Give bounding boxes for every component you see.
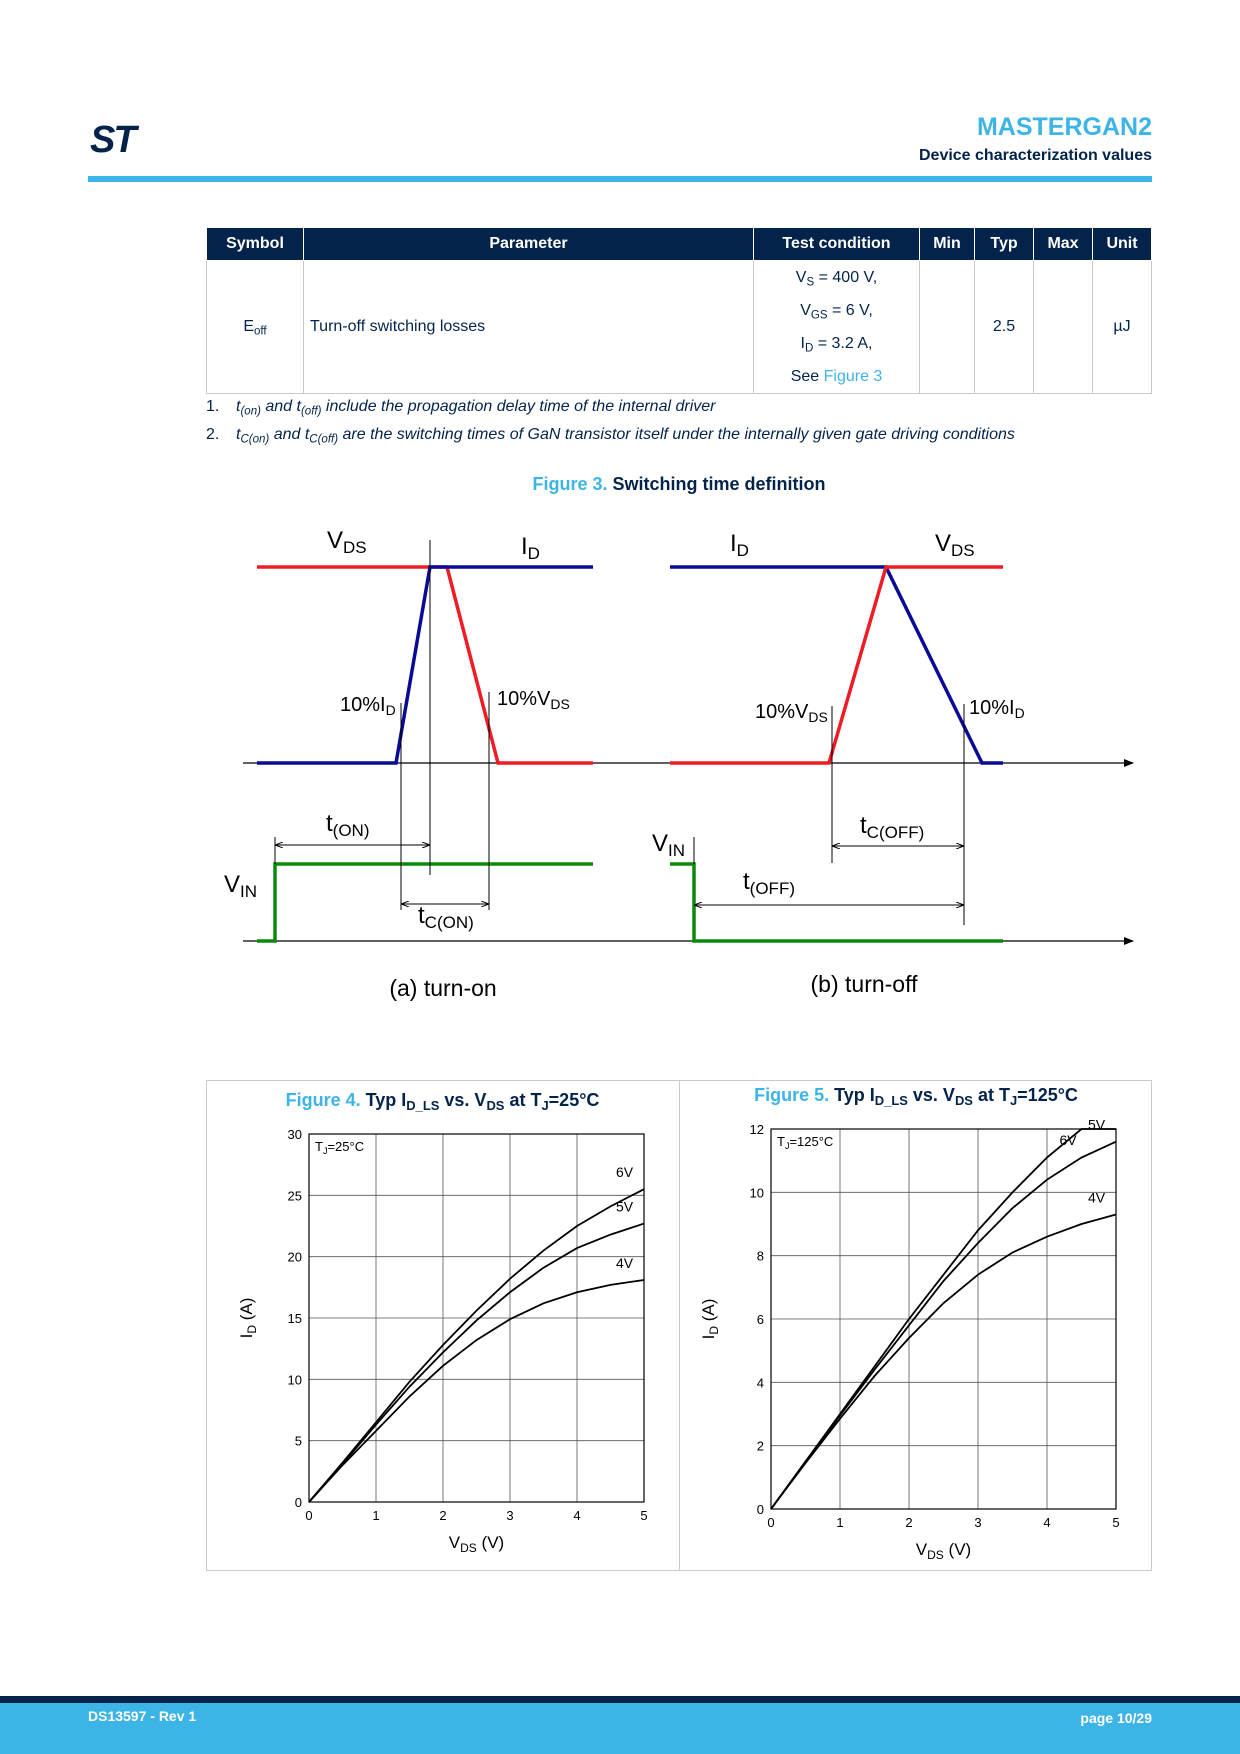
series-label-4V: 4V — [616, 1254, 634, 1271]
series-line-5V — [771, 1142, 1116, 1509]
x-tick-label: 0 — [767, 1515, 775, 1530]
chart-fig5 — [680, 1115, 1152, 1565]
y-tick-label: 10 — [749, 1185, 764, 1201]
y-tick-label: 20 — [287, 1249, 302, 1265]
x-axis-title: $V_{DS}$ (V) — [448, 1533, 505, 1555]
y-tick-label: 30 — [287, 1127, 302, 1142]
series-line-4V — [309, 1280, 644, 1502]
series-line-6V — [309, 1189, 644, 1502]
col-typ: Typ — [975, 228, 1034, 261]
note-2: 2. $t_{C(on)}$ and $t_{C(off)}$ are the switching times of GaN transistor itself under the internally given gate driving conditions — [206, 426, 1015, 446]
y-tick-label: 10 — [287, 1372, 302, 1388]
series-label-4V: 4V — [1088, 1189, 1106, 1206]
footer-page-number: page 10/29 — [1080, 1710, 1152, 1726]
x-tick-label: 0 — [305, 1508, 313, 1523]
x-tick-label: 5 — [1112, 1515, 1120, 1530]
cell-parameter: Turn-off switching losses — [304, 261, 754, 394]
turn-off-vds-waveform — [670, 567, 1003, 763]
turn-on-id-waveform — [257, 567, 593, 763]
col-min: Min — [920, 228, 975, 261]
turn-off-vin-waveform — [670, 864, 1003, 941]
cell-unit: µJ — [1093, 261, 1152, 394]
label-t-off: $t_{(OFF)}$ — [743, 868, 795, 898]
figure-3-title: Figure 3. Switching time definition — [532, 474, 826, 494]
label-vds-b: $V_{DS}$ — [935, 530, 975, 560]
y-tick-label: 5 — [294, 1433, 302, 1449]
x-axis-title: $V_{DS}$ (V) — [915, 1540, 972, 1562]
x-tick-label: 2 — [439, 1508, 447, 1523]
label-10pct-id-b: $10\%I_D$ — [969, 697, 1025, 721]
y-tick-label: 8 — [756, 1248, 764, 1264]
label-tc-off: $t_{C(OFF)}$ — [860, 812, 925, 842]
footer-strip — [0, 1696, 1240, 1703]
section-title: Device characterization values — [918, 147, 1152, 164]
st-logo-text: ST — [90, 119, 135, 158]
cell-test-condition: $V_S = 400$ V, $V_{GS} = 6$ V, $I_D = 3.2$ A, See Figure 3 — [754, 261, 920, 394]
y-tick-label: 12 — [749, 1122, 764, 1137]
x-tick-label: 2 — [905, 1515, 913, 1530]
label-id-b: $I_D$ — [730, 530, 749, 560]
label-10pct-vds-a: $10\%V_{DS}$ — [497, 688, 570, 712]
y-tick-label: 2 — [756, 1438, 764, 1454]
label-vds-a: $V_{DS}$ — [327, 527, 367, 557]
series-line-5V — [309, 1224, 644, 1502]
y-tick-label: 0 — [756, 1502, 764, 1517]
x-tick-label: 4 — [1043, 1515, 1051, 1530]
col-parameter: Parameter — [304, 228, 754, 261]
col-max: Max — [1034, 228, 1093, 261]
y-tick-label: 6 — [756, 1312, 764, 1327]
label-10pct-id-a: $10\%I_D$ — [340, 694, 396, 718]
y-tick-label: 0 — [294, 1495, 302, 1510]
label-tc-on: $t_{C(ON)}$ — [418, 902, 474, 932]
x-tick-label: 3 — [506, 1508, 514, 1523]
figure-5-title: Figure 5. Typ $I_{D\_LS}$ vs. $V_{DS}$ at $T_J=125^\circ C$ — [754, 1085, 1078, 1108]
series-label-6V: 6V — [616, 1164, 634, 1181]
temperature-annotation: $T_J=125^\circ C$ — [777, 1134, 834, 1151]
series-line-4V — [771, 1215, 1116, 1510]
label-id-a: $I_D$ — [521, 533, 540, 563]
temperature-annotation: $T_J=25^\circ C$ — [315, 1139, 365, 1156]
series-label-6V: 6V — [1059, 1132, 1077, 1148]
caption-turn-on: (a) turn-on — [389, 975, 497, 1001]
series-label-5V: 5V — [616, 1198, 634, 1215]
x-tick-label: 4 — [573, 1508, 581, 1523]
footer-doc-id: DS13597 - Rev 1 — [88, 1708, 197, 1724]
chart-fig4 — [206, 1120, 679, 1560]
cell-typ: 2.5 — [975, 261, 1034, 394]
x-tick-label: 1 — [836, 1515, 844, 1530]
x-tick-label: 3 — [974, 1515, 982, 1530]
y-axis-title: $I_D$ (A) — [699, 1298, 721, 1340]
document-title: MASTERGAN2 — [976, 113, 1152, 141]
figure-3-link[interactable]: Figure 3 — [823, 368, 883, 385]
label-vin-a: $V_{IN}$ — [224, 871, 258, 901]
label-10pct-vds-b: $10\%V_{DS}$ — [755, 701, 828, 725]
col-unit: Unit — [1093, 228, 1152, 261]
col-test-condition: Test condition — [754, 228, 920, 261]
figure-4-title: Figure 4. Typ $I_{D\_LS}$ vs. $V_{DS}$ at $T_J=25^\circ C$ — [285, 1090, 600, 1113]
series-label-5V: 5V — [1088, 1116, 1106, 1133]
y-tick-label: 4 — [756, 1375, 764, 1391]
x-tick-label: 1 — [372, 1508, 380, 1523]
y-tick-label: 15 — [287, 1311, 302, 1326]
note-1: 1. $t_{(on)}$ and $t_{(off)}$ include the propagation delay time of the internal driver — [206, 398, 716, 418]
y-tick-label: 25 — [287, 1188, 302, 1204]
col-symbol: Symbol — [207, 228, 304, 261]
label-vin-b: $V_{IN}$ — [652, 830, 686, 860]
cell-symbol: $E_{off}$ — [207, 261, 304, 394]
caption-turn-off: (b) turn-off — [810, 971, 918, 997]
x-tick-label: 5 — [640, 1508, 648, 1523]
label-t-on: $t_{(ON)}$ — [326, 810, 370, 840]
y-axis-title: $I_D$ (A) — [237, 1297, 259, 1339]
